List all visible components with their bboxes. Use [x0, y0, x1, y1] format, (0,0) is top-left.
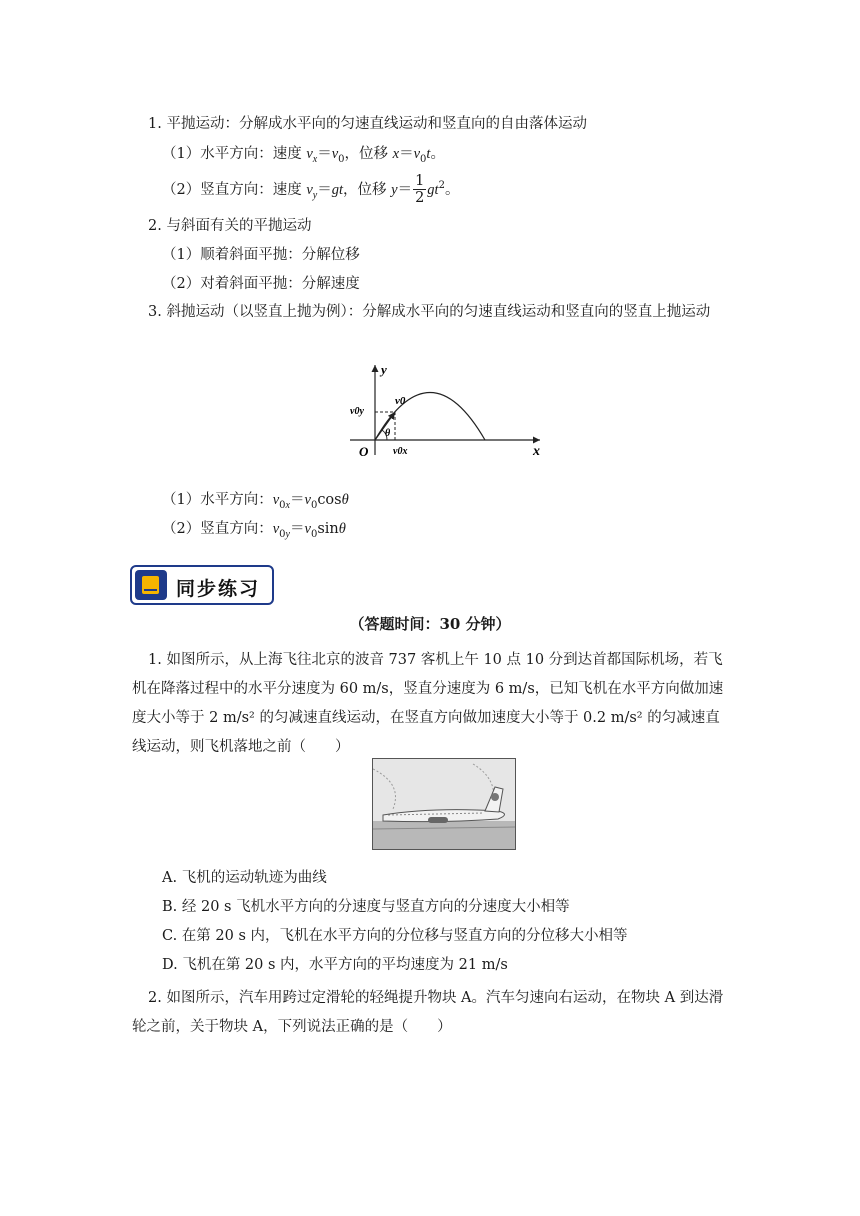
x-label: x [533, 444, 540, 459]
v0-label: v0 [395, 395, 406, 407]
section-banner [130, 565, 274, 605]
origin-label: O [359, 444, 369, 459]
y-label: y [381, 362, 387, 377]
q1-option-c: C. 在第 20 s 内，飞机在水平方向的分位移与竖直方向的分位移大小相等 [162, 928, 628, 944]
banner-title: 同步练习 [176, 578, 261, 600]
q1-stem: 1. 如图所示，从上海飞往北京的波音 737 客机上午 10 点 10 分到达首都国际机场，若飞机在降落过程中的水平分速度为 60 m/s，竖直分速度为 6 m/s，已知飞机在水平方向做加速度大小等于 2 m/s² 的匀减速直线运动，在竖直方向做加速度大小等于 0.2 m/s² 的匀减速直线运动，则飞机落地之前（ ） [132, 652, 724, 755]
q1-option-b: B. 经 20 s 飞机水平方向的分速度与竖直方向的分速度大小相等 [162, 899, 570, 915]
item-3-horizontal: （1）水平方向：$v_{0x}=v_0\cos\theta$ [162, 492, 349, 511]
theta-label: θ [385, 428, 391, 439]
airplane-photo [372, 758, 516, 850]
time-note: （答题时间：30 分钟） [349, 615, 511, 633]
q2-stem: 2. 如图所示，汽车用跨过定滑轮的轻绳提升物块 A。汽车匀速向右运动，在物块 A 到达滑轮之前，关于物块 A，下列说法正确的是（ ） [132, 990, 724, 1035]
fraction-one-half: $\frac{1}{2}$ [415, 173, 425, 207]
item-2-b: （2）对着斜面平抛：分解速度 [162, 276, 360, 292]
q1-option-a: A. 飞机的运动轨迹为曲线 [162, 870, 327, 886]
item-2-title: 2. 与斜面有关的平抛运动 [148, 218, 312, 234]
v0x-label: v0x [393, 446, 408, 457]
item-3-vertical: （2）竖直方向：$v_{0y}=v_0\sin\theta$ [162, 521, 346, 540]
item-3-title: 3. 斜抛运动（以竖直上抛为例）：分解成水平向的匀速直线运动和竖直向的竖直上抛运动 [148, 304, 711, 320]
v0y-label: v0y [350, 406, 364, 417]
item-2-a: （1）顺着斜面平抛：分解位移 [162, 247, 360, 263]
item-1-title: 1. 平抛运动：分解成水平向的匀速直线运动和竖直向的自由落体运动 [148, 116, 587, 132]
projectile-diagram [345, 360, 545, 460]
q1-option-d: D. 飞机在第 20 s 内，水平方向的平均速度为 21 m/s [162, 957, 508, 973]
item-1-horizontal: （1）水平方向：速度 $v_x=v_0$，位移 $x=v_0t$。 [162, 146, 445, 165]
item-1-vertical: （2）竖直方向：速度 $v_y=gt$，位移 y＝ $\frac{1}{2}$ $gt^2$。 [162, 173, 460, 207]
book-icon [135, 570, 167, 600]
